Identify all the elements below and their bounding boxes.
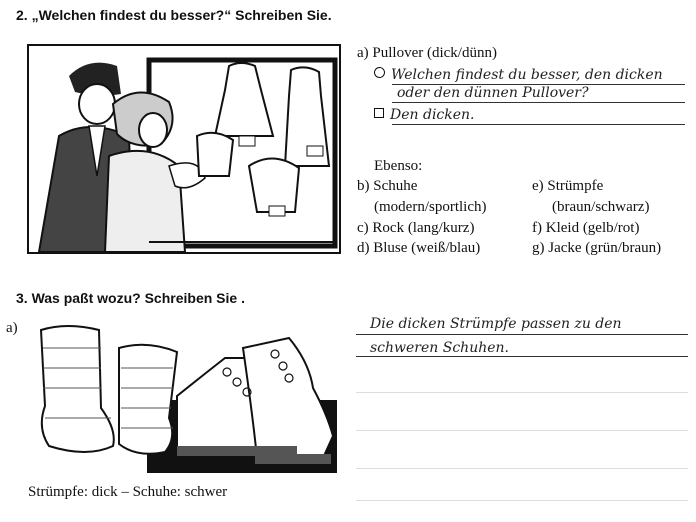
answer-question-line1: Welchen findest du besser, den dicken [391,67,663,83]
answer-question-line2: oder den dünnen Pullover? [397,85,589,101]
answer-row [374,106,475,124]
faint-writing-line [356,500,688,501]
answer-reply: Den dicken. [390,107,475,123]
illustration-caption: Strümpfe: dick – Schuhe: schwer [28,484,228,500]
exercise-2-heading: 2. „Welchen findest du besser?“ Schreiben Sie. [16,7,332,23]
writing-line [392,124,685,125]
item-b: b) Schuhe [357,178,418,194]
item-e-options: (braun/schwarz) [552,199,650,215]
item-a-marker: a) [6,320,18,336]
exercise-3-heading: 3. Was paßt wozu? Schreiben Sie . [16,290,245,306]
item-a-label: a) Pullover (dick/dünn) [357,45,497,61]
speaker-a-circle-icon [374,67,385,78]
item-g: g) Jacke (grün/braun) [532,240,662,256]
ebenso-label: Ebenso: [374,158,423,174]
shop-window-illustration [27,44,341,254]
faint-writing-line [356,392,688,393]
question-row [374,66,663,84]
faint-writing-line [356,430,688,431]
speaker-b-square-icon [374,108,384,118]
answer-line2: schweren Schuhen. [370,340,509,356]
socks-and-shoes-illustration [27,318,337,473]
faint-writing-line [356,468,688,469]
writing-line [356,334,688,335]
socks-boots-illustration [27,318,337,473]
item-c: c) Rock (lang/kurz) [357,220,475,236]
item-d: d) Bluse (weiß/blau) [357,240,481,256]
answer-line1: Die dicken Strümpfe passen zu den [370,316,622,332]
item-f: f) Kleid (gelb/rot) [532,220,640,236]
shoppers-illustration [29,46,339,252]
item-b-options: (modern/sportlich) [374,199,487,215]
writing-line [356,356,688,357]
item-e: e) Strümpfe [532,178,604,194]
writing-line [392,102,685,103]
